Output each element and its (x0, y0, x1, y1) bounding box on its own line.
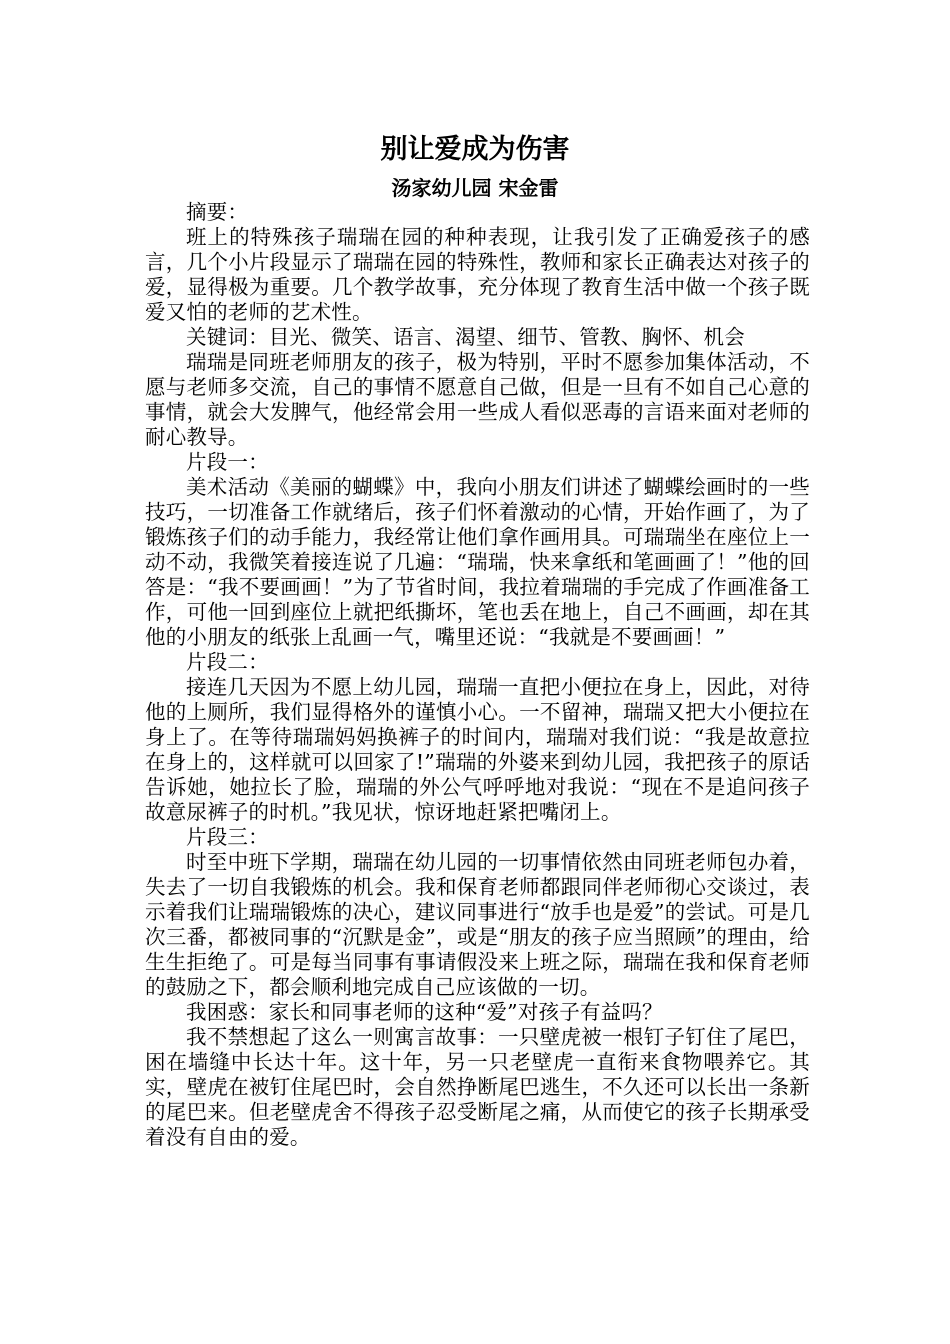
section-text-2: 接连几天因为不愿上幼儿园，瑞瑞一直把小便拉在身上，因此，对待他的上厕所，我们显得格外的谨慎小心。一不留神，瑞瑞又把大小便拉在身上了。在等待瑞瑞妈妈换裤子的时间内，瑞瑞对我们说：“我是故意拉在身上的，这样就可以回家了!”瑞瑞的外婆来到幼儿园，我把孩子的原话告诉她，她拉长了脸，瑞瑞的外公气呼呼地对我说：“现在不是追问孩子故意尿裤子的时机。”我见状，惊讶地赶紧把嘴闭上。 (145, 675, 810, 824)
keywords: 关键词：目光、微笑、语言、渴望、细节、管教、胸怀、机会 (186, 325, 745, 349)
document-author: 汤家幼儿园 宋金雷 (391, 176, 559, 200)
fable-paragraph: 我不禁想起了这么一则寓言故事：一只壁虎被一根钉子钉住了尾巴，困在墙缝中长达十年。这十年，另一只老壁虎一直衔来食物喂养它。其实，壁虎在被钉住尾巴时，会自然挣断尾巴逃生，不久还可以长出一条新的尾巴来。但老壁虎舍不得孩子忍受断尾之痛，从而使它的孩子长期承受着没有自由的爱。 (145, 1025, 810, 1149)
document-body (145, 200, 810, 1150)
question-paragraph: 我困惑：家长和同事老师的这种“爱”对孩子有益吗？ (186, 1000, 663, 1024)
section-text-1: 美术活动《美丽的蝴蝶》中，我向小朋友们讲述了蝴蝶绘画时的一些技巧，一切准备工作就绪后，孩子们怀着激动的心情，开始作画了，为了锻炼孩子们的动手能力，我经常让他们拿作画用具。可瑞瑞坐在座位上一动不动，我微笑着接连说了几遍：“瑞瑞，快来拿纸和笔画画了！”他的回答是：“我不要画画！”为了节省时间，我拉着瑞瑞的手完成了作画准备工作，可他一回到座位上就把纸撕坏，笔也丢在地上，自己不画画，却在其他的小朋友的纸张上乱画一气，嘴里还说：“我就是不要画画！” (145, 475, 810, 649)
document-title: 别让爱成为伤害 (380, 134, 570, 165)
section-heading-2: 片段二： (186, 650, 269, 674)
section-heading-3: 片段三： (186, 825, 269, 849)
abstract-text: 班上的特殊孩子瑞瑞在园的种种表现，让我引发了正确爱孩子的感言，几个小片段显示了瑞瑞在园的特殊性，教师和家长正确表达对孩子的爱，显得极为重要。几个教学故事，充分体现了教育生活中做一个孩子既爱又怕的老师的艺术性。 (145, 225, 810, 324)
section-text-3: 时至中班下学期，瑞瑞在幼儿园的一切事情依然由同班老师包办着，失去了一切自我锻炼的机会。我和保育老师都跟同伴老师彻心交谈过，表示着我们让瑞瑞锻炼的决心，建议同事进行“放手也是爱”的尝试。可是几次三番，都被同事的“沉默是金”，或是“朋友的孩子应当照顾”的理由，给生生拒绝了。可是每当同事有事请假没来上班之际，瑞瑞在我和保育老师的鼓励之下，都会顺利地完成自己应该做的一切。 (145, 850, 810, 999)
intro-paragraph: 瑞瑞是同班老师朋友的孩子，极为特别，平时不愿参加集体活动，不愿与老师多交流，自己的事情不愿意自己做，但是一旦有不如自己心意的事情，就会大发脾气，他经常会用一些成人看似恶毒的言语来面对老师的耐心教导。 (145, 350, 810, 449)
abstract-label: 摘要： (186, 200, 249, 224)
section-heading-1: 片段一： (186, 450, 269, 474)
